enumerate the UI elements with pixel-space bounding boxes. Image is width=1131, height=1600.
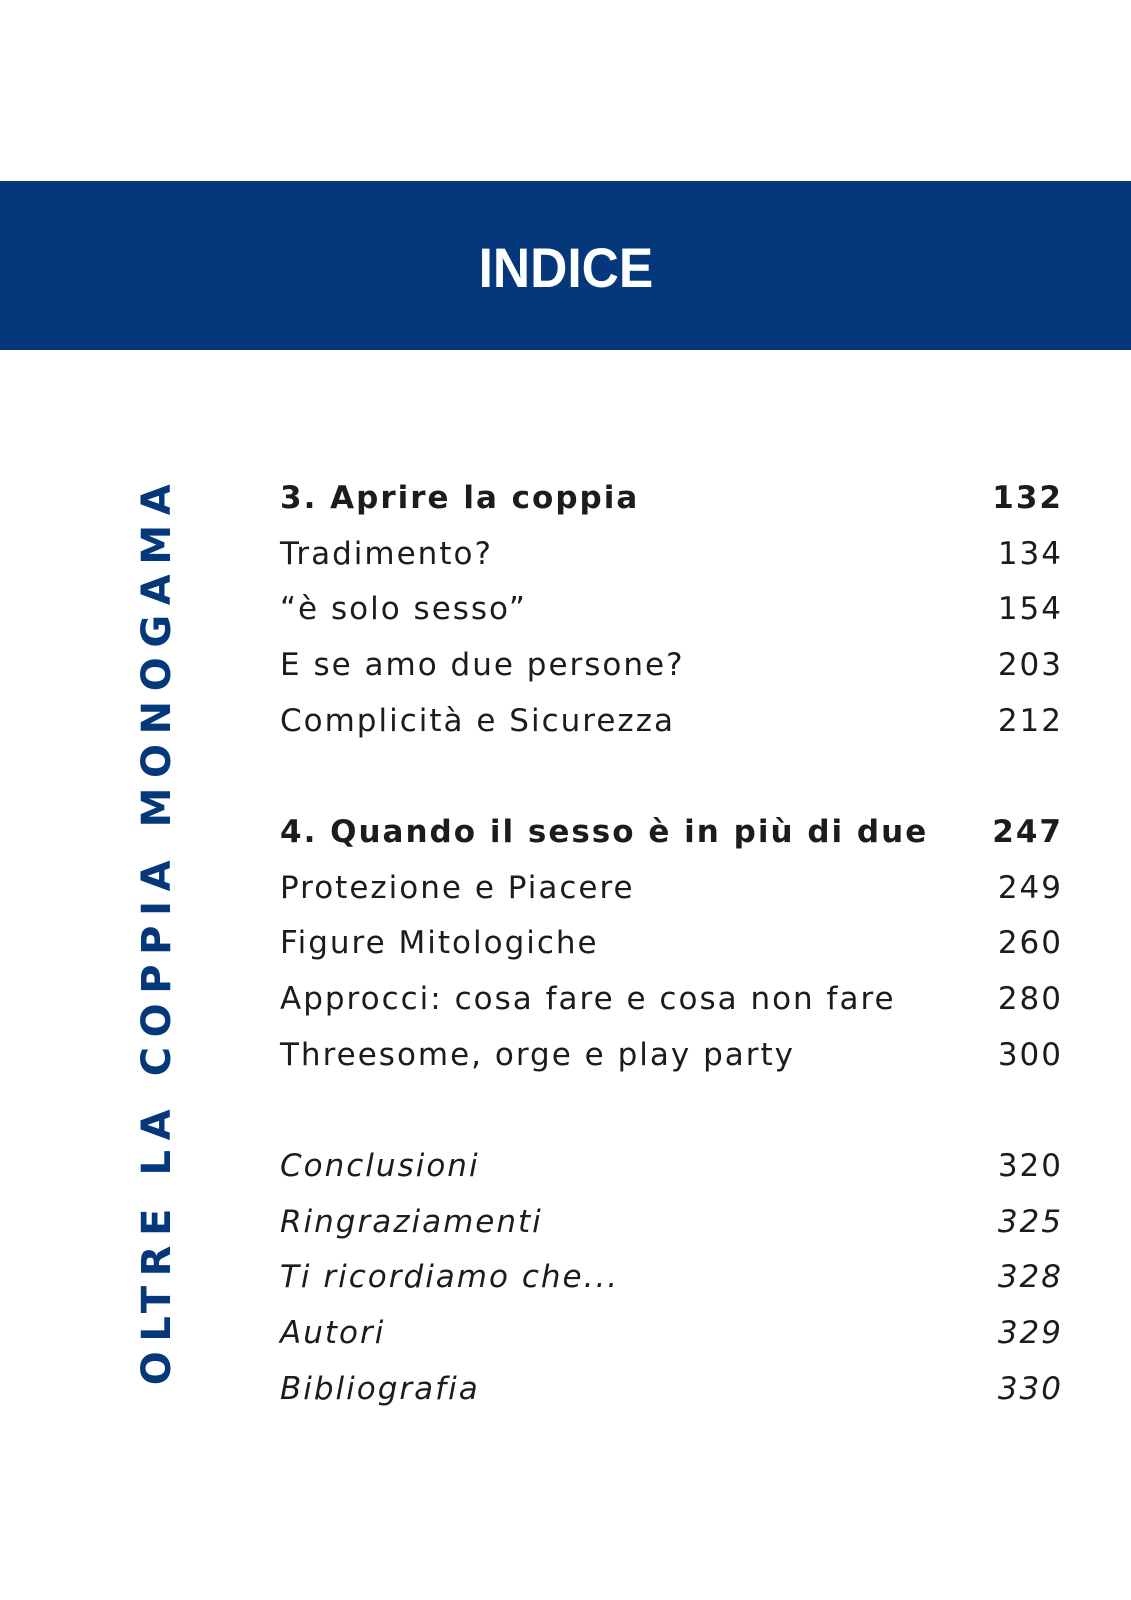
- toc-entry-title: Complicità e Sicurezza: [280, 702, 675, 739]
- toc-entry-page: 247: [992, 813, 1063, 850]
- toc-chapter-3[interactable]: [280, 470, 1063, 526]
- toc-entry-page: 328: [997, 1259, 1063, 1296]
- toc-entry-page: 280: [997, 981, 1063, 1018]
- toc-entry-title: 4. Quando il sesso è in più di due: [280, 813, 929, 850]
- toc-entry-page: 203: [997, 646, 1063, 683]
- toc-entry-title: 3. Aprire la coppia: [280, 479, 640, 516]
- toc-entry-title: Conclusioni: [280, 1148, 480, 1185]
- toc-back-matter-entry[interactable]: [280, 1194, 1063, 1250]
- toc-entry-page: 325: [997, 1203, 1063, 1240]
- page-title: INDICE: [478, 236, 653, 299]
- toc-entry[interactable]: [280, 1027, 1063, 1083]
- toc-back-matter-entry[interactable]: [280, 1250, 1063, 1306]
- toc-entry-title: Threesome, orge e play party: [280, 1036, 795, 1073]
- toc-entry[interactable]: [280, 581, 1063, 637]
- toc-entry-title: Ti ricordiamo che...: [280, 1259, 620, 1296]
- toc-entry-title: Ringraziamenti: [280, 1203, 543, 1240]
- side-book-title-text: OLTRE LA COPPIA MONOGAMA: [134, 474, 180, 1386]
- section-spacer: [280, 1083, 1063, 1139]
- section-spacer: [280, 748, 1063, 804]
- table-of-contents: [280, 470, 1063, 1417]
- toc-back-matter-entry[interactable]: [280, 1138, 1063, 1194]
- toc-entry-page: 300: [997, 1036, 1063, 1073]
- header-banner: [0, 181, 1131, 350]
- toc-entry-page: 329: [997, 1315, 1063, 1352]
- toc-entry-page: 134: [997, 535, 1063, 572]
- toc-entry-title: Autori: [280, 1315, 386, 1352]
- side-book-title: [134, 474, 180, 1386]
- toc-entry-title: Tradimento?: [280, 535, 493, 572]
- toc-entry[interactable]: [280, 916, 1063, 972]
- toc-entry-title: Bibliografia: [280, 1370, 480, 1407]
- toc-entry-page: 330: [997, 1370, 1063, 1407]
- toc-entry[interactable]: [280, 526, 1063, 582]
- toc-entry[interactable]: [280, 693, 1063, 749]
- toc-entry[interactable]: [280, 971, 1063, 1027]
- toc-chapter-4[interactable]: [280, 804, 1063, 860]
- toc-entry[interactable]: [280, 637, 1063, 693]
- toc-entry-page: 212: [997, 702, 1063, 739]
- toc-entry-page: 132: [992, 479, 1063, 516]
- toc-back-matter-entry[interactable]: [280, 1305, 1063, 1361]
- toc-entry-title: Protezione e Piacere: [280, 869, 635, 906]
- toc-back-matter-entry[interactable]: [280, 1361, 1063, 1417]
- toc-entry-page: 154: [997, 591, 1063, 628]
- toc-entry-page: 320: [997, 1148, 1063, 1185]
- toc-entry-title: Approcci: cosa fare e cosa non fare: [280, 981, 896, 1018]
- toc-entry-page: 260: [997, 925, 1063, 962]
- toc-entry[interactable]: [280, 860, 1063, 916]
- toc-entry-title: E se amo due persone?: [280, 646, 685, 683]
- toc-entry-page: 249: [997, 869, 1063, 906]
- toc-entry-title: “è solo sesso”: [280, 591, 527, 628]
- toc-entry-title: Figure Mitologiche: [280, 925, 599, 962]
